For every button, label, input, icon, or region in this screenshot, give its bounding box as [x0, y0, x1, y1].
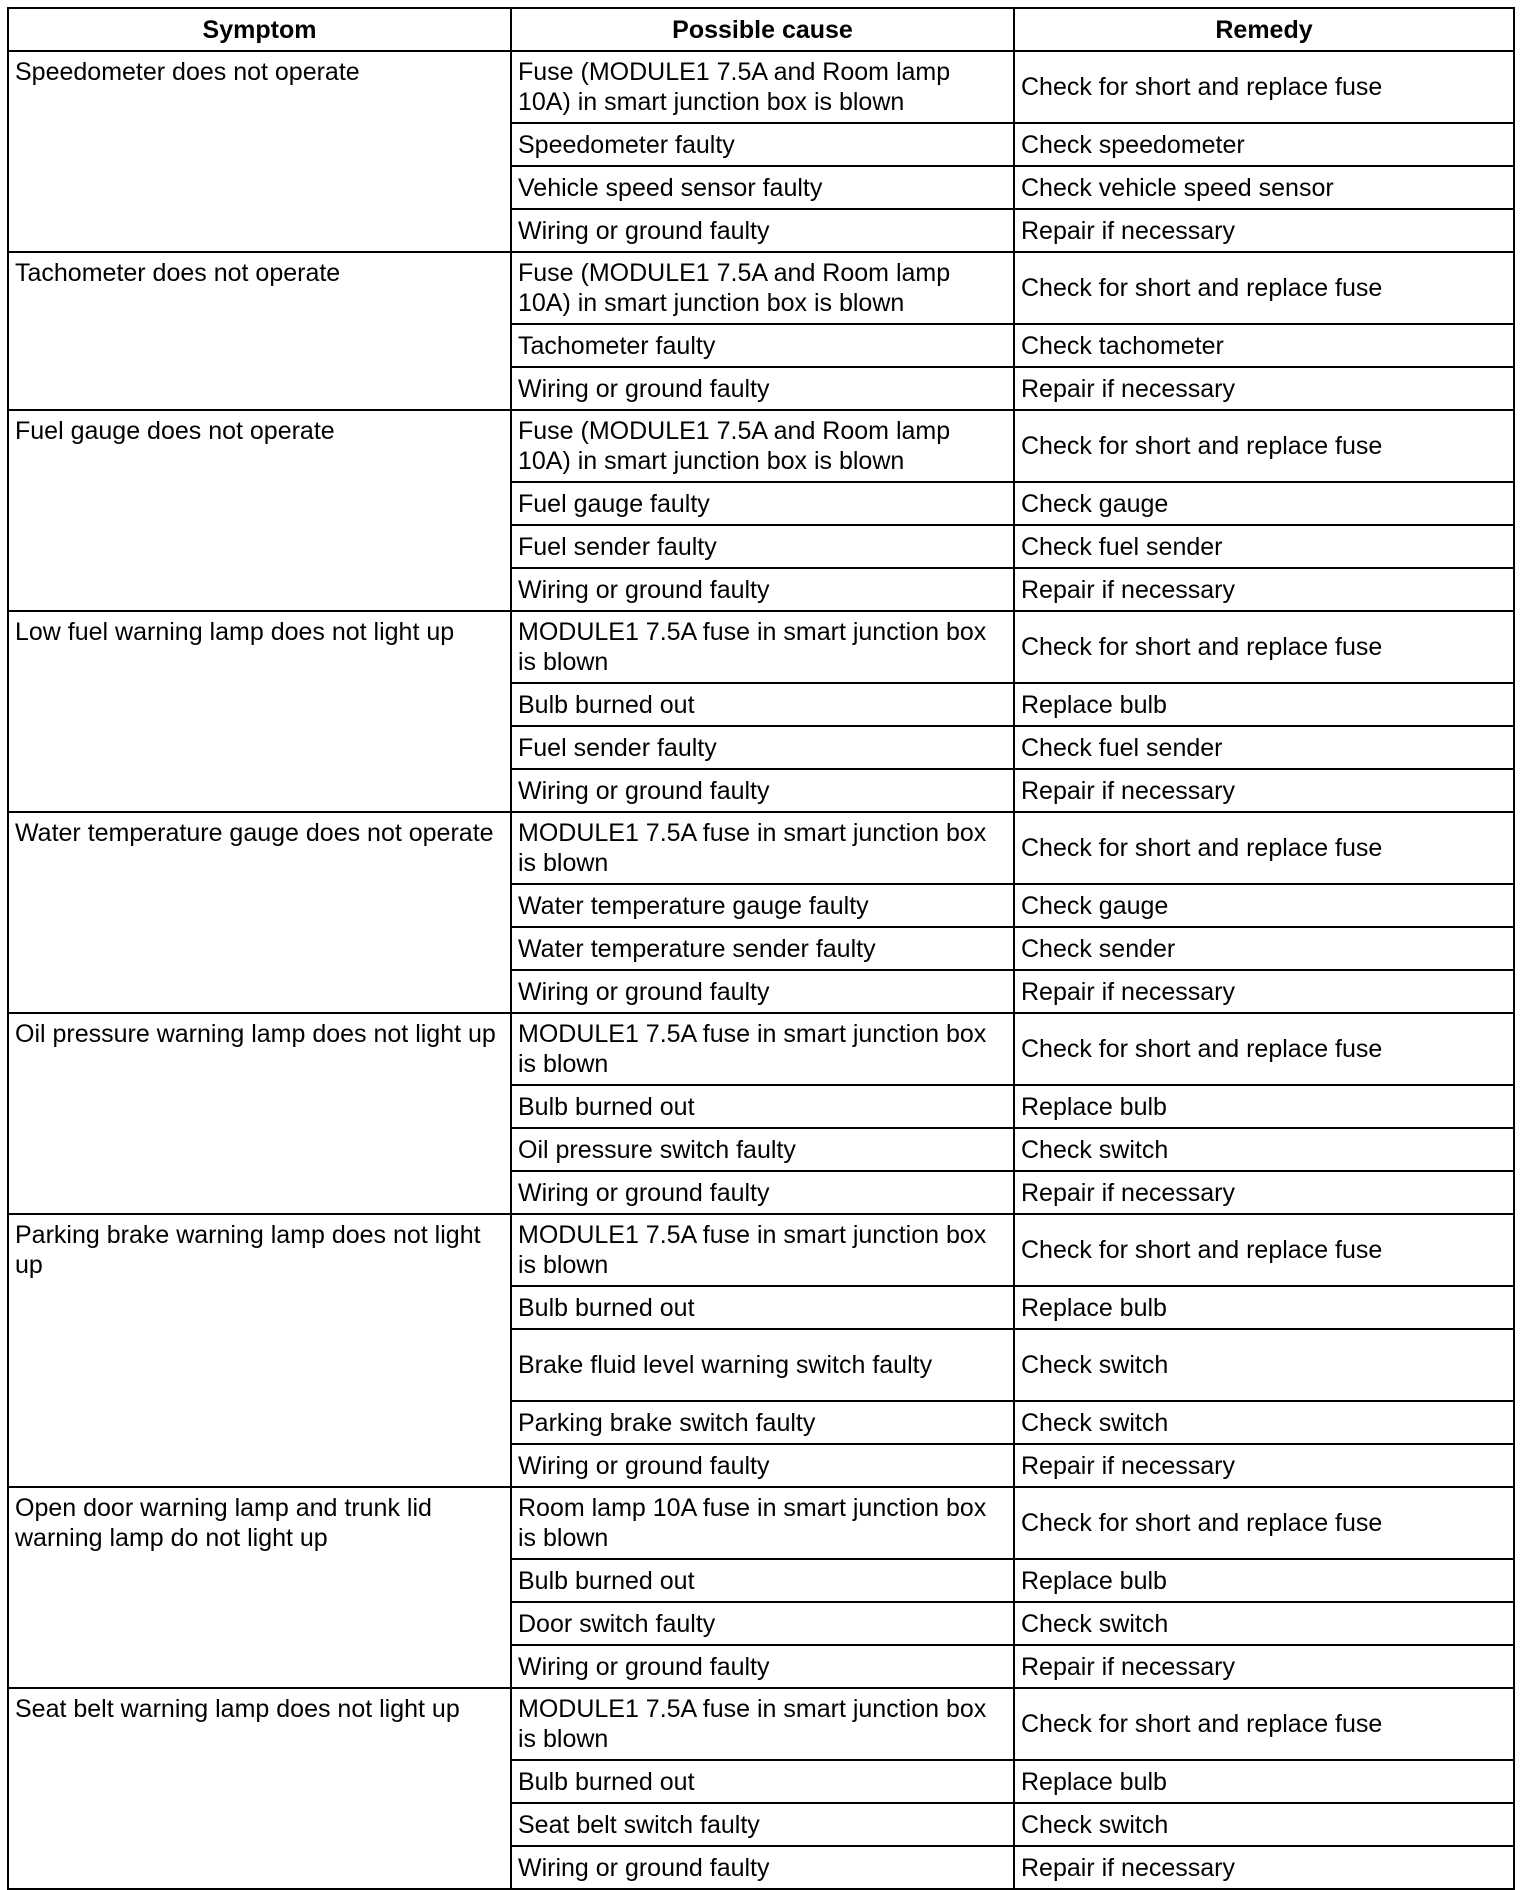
remedy-cell: Repair if necessary [1014, 209, 1514, 252]
remedy-cell: Check for short and replace fuse [1014, 1688, 1514, 1760]
header-remedy: Remedy [1014, 8, 1514, 51]
remedy-cell: Replace bulb [1014, 1559, 1514, 1602]
remedy-cell: Check gauge [1014, 884, 1514, 927]
possible-cause-cell: Wiring or ground faulty [511, 1846, 1014, 1889]
remedy-cell: Replace bulb [1014, 1286, 1514, 1329]
remedy-cell: Replace bulb [1014, 683, 1514, 726]
possible-cause-cell: Wiring or ground faulty [511, 568, 1014, 611]
possible-cause-cell: Brake fluid level warning switch faulty [511, 1329, 1014, 1401]
remedy-cell: Check for short and replace fuse [1014, 812, 1514, 884]
possible-cause-cell: Tachometer faulty [511, 324, 1014, 367]
possible-cause-cell: Fuel gauge faulty [511, 482, 1014, 525]
possible-cause-cell: Room lamp 10A fuse in smart junction box is blown [511, 1487, 1014, 1559]
remedy-cell: Check tachometer [1014, 324, 1514, 367]
possible-cause-cell: Door switch faulty [511, 1602, 1014, 1645]
possible-cause-cell: Parking brake switch faulty [511, 1401, 1014, 1444]
remedy-cell: Check fuel sender [1014, 726, 1514, 769]
table-header-row [8, 8, 1514, 51]
possible-cause-cell: Bulb burned out [511, 1085, 1014, 1128]
remedy-cell: Check fuel sender [1014, 525, 1514, 568]
remedy-cell: Repair if necessary [1014, 1846, 1514, 1889]
possible-cause-cell: Bulb burned out [511, 1760, 1014, 1803]
remedy-cell: Repair if necessary [1014, 769, 1514, 812]
possible-cause-cell: Bulb burned out [511, 1559, 1014, 1602]
possible-cause-cell: Speedometer faulty [511, 123, 1014, 166]
possible-cause-cell: Fuse (MODULE1 7.5A and Room lamp 10A) in smart junction box is blown [511, 51, 1014, 123]
symptom-cell: Tachometer does not operate [8, 252, 511, 410]
remedy-cell: Repair if necessary [1014, 1171, 1514, 1214]
possible-cause-cell: Wiring or ground faulty [511, 1171, 1014, 1214]
remedy-cell: Check switch [1014, 1329, 1514, 1401]
remedy-cell: Check for short and replace fuse [1014, 1013, 1514, 1085]
remedy-cell: Check switch [1014, 1803, 1514, 1846]
remedy-cell: Check speedometer [1014, 123, 1514, 166]
table-row [8, 1688, 1514, 1760]
possible-cause-cell: Bulb burned out [511, 1286, 1014, 1329]
possible-cause-cell: MODULE1 7.5A fuse in smart junction box is blown [511, 812, 1014, 884]
remedy-cell: Check for short and replace fuse [1014, 1214, 1514, 1286]
remedy-cell: Check for short and replace fuse [1014, 410, 1514, 482]
table-row [8, 410, 1514, 482]
symptom-cell: Water temperature gauge does not operate [8, 812, 511, 1013]
possible-cause-cell: Fuel sender faulty [511, 726, 1014, 769]
symptom-cell: Low fuel warning lamp does not light up [8, 611, 511, 812]
symptom-cell: Parking brake warning lamp does not light up [8, 1214, 511, 1487]
remedy-cell: Check for short and replace fuse [1014, 252, 1514, 324]
table-row [8, 51, 1514, 123]
symptom-cell: Oil pressure warning lamp does not light up [8, 1013, 511, 1214]
remedy-cell: Check gauge [1014, 482, 1514, 525]
possible-cause-cell: Fuel sender faulty [511, 525, 1014, 568]
symptom-cell: Seat belt warning lamp does not light up [8, 1688, 511, 1889]
remedy-cell: Repair if necessary [1014, 1645, 1514, 1688]
remedy-cell: Check for short and replace fuse [1014, 1487, 1514, 1559]
remedy-cell: Replace bulb [1014, 1760, 1514, 1803]
possible-cause-cell: MODULE1 7.5A fuse in smart junction box is blown [511, 1688, 1014, 1760]
troubleshooting-table-wrapper [7, 7, 1515, 1890]
possible-cause-cell: Bulb burned out [511, 683, 1014, 726]
remedy-cell: Check for short and replace fuse [1014, 51, 1514, 123]
header-symptom: Symptom [8, 8, 511, 51]
table-body [8, 51, 1514, 1889]
symptom-cell: Fuel gauge does not operate [8, 410, 511, 611]
possible-cause-cell: Seat belt switch faulty [511, 1803, 1014, 1846]
remedy-cell: Repair if necessary [1014, 367, 1514, 410]
possible-cause-cell: Vehicle speed sensor faulty [511, 166, 1014, 209]
possible-cause-cell: Wiring or ground faulty [511, 367, 1014, 410]
remedy-cell: Check switch [1014, 1602, 1514, 1645]
header-possible-cause: Possible cause [511, 8, 1014, 51]
possible-cause-cell: MODULE1 7.5A fuse in smart junction box is blown [511, 1214, 1014, 1286]
table-row [8, 1214, 1514, 1286]
remedy-cell: Check switch [1014, 1401, 1514, 1444]
symptom-cell: Speedometer does not operate [8, 51, 511, 252]
possible-cause-cell: MODULE1 7.5A fuse in smart junction box is blown [511, 1013, 1014, 1085]
table-row [8, 1487, 1514, 1559]
possible-cause-cell: Fuse (MODULE1 7.5A and Room lamp 10A) in smart junction box is blown [511, 410, 1014, 482]
possible-cause-cell: Fuse (MODULE1 7.5A and Room lamp 10A) in smart junction box is blown [511, 252, 1014, 324]
remedy-cell: Repair if necessary [1014, 1444, 1514, 1487]
table-row [8, 1013, 1514, 1085]
remedy-cell: Replace bulb [1014, 1085, 1514, 1128]
possible-cause-cell: Oil pressure switch faulty [511, 1128, 1014, 1171]
possible-cause-cell: Wiring or ground faulty [511, 1444, 1014, 1487]
table-row [8, 812, 1514, 884]
possible-cause-cell: Wiring or ground faulty [511, 1645, 1014, 1688]
remedy-cell: Check for short and replace fuse [1014, 611, 1514, 683]
possible-cause-cell: Water temperature sender faulty [511, 927, 1014, 970]
remedy-cell: Repair if necessary [1014, 568, 1514, 611]
possible-cause-cell: Water temperature gauge faulty [511, 884, 1014, 927]
possible-cause-cell: MODULE1 7.5A fuse in smart junction box is blown [511, 611, 1014, 683]
troubleshooting-table [7, 7, 1515, 1890]
symptom-cell: Open door warning lamp and trunk lid warning lamp do not light up [8, 1487, 511, 1688]
table-row [8, 252, 1514, 324]
remedy-cell: Check switch [1014, 1128, 1514, 1171]
possible-cause-cell: Wiring or ground faulty [511, 769, 1014, 812]
table-row [8, 611, 1514, 683]
remedy-cell: Repair if necessary [1014, 970, 1514, 1013]
possible-cause-cell: Wiring or ground faulty [511, 209, 1014, 252]
possible-cause-cell: Wiring or ground faulty [511, 970, 1014, 1013]
remedy-cell: Check sender [1014, 927, 1514, 970]
remedy-cell: Check vehicle speed sensor [1014, 166, 1514, 209]
